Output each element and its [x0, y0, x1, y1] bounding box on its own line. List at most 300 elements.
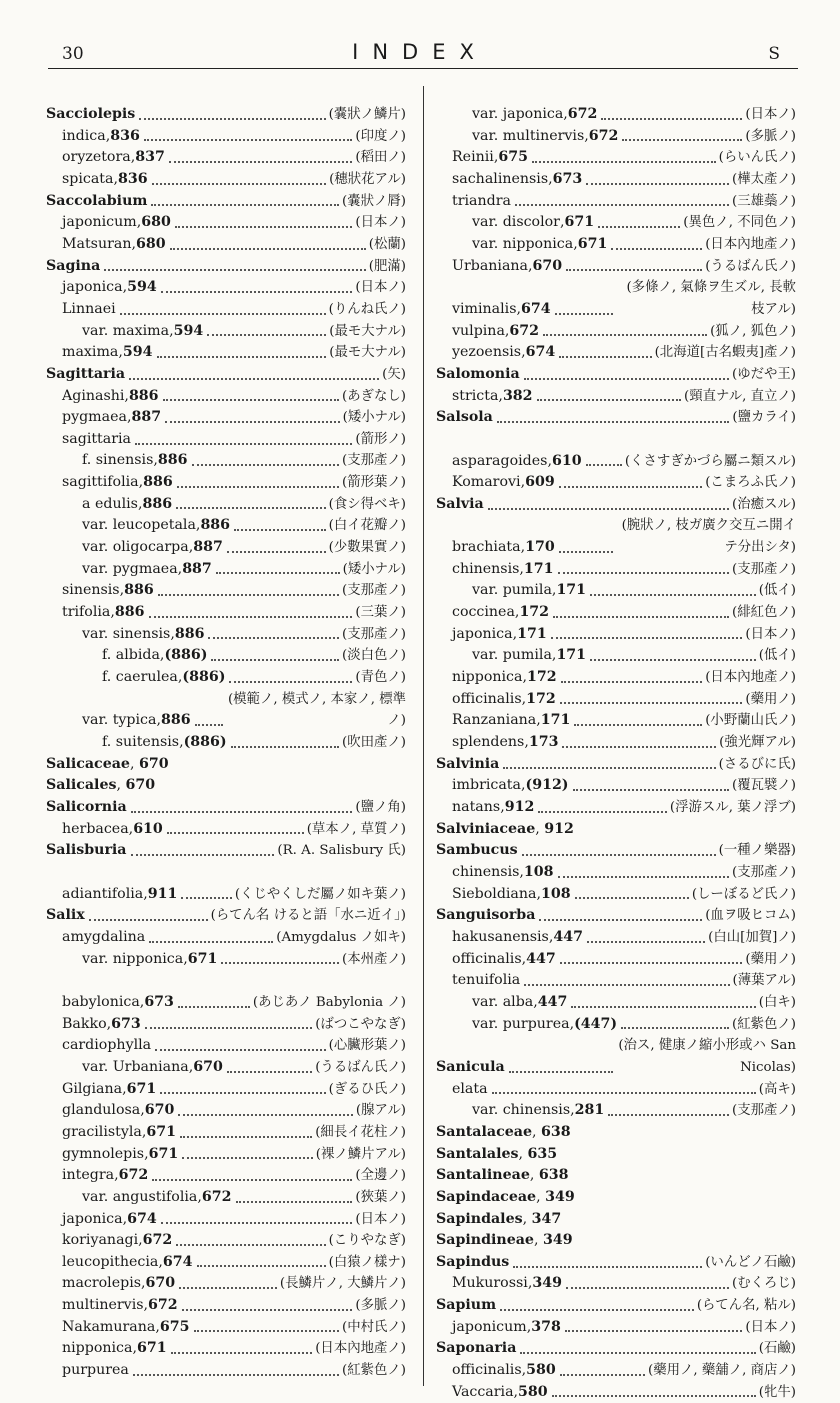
entry-meaning: (箭形ノ) [355, 431, 406, 447]
entry-page: 672 [567, 105, 598, 122]
entry-meaning: (小野蘭山氏ノ) [705, 713, 796, 729]
index-entry: Bakko , 673 (ばつこやなぎ) [46, 1014, 406, 1036]
entry-name: sagittifolia [62, 474, 139, 491]
entry-page: 836 [117, 170, 148, 187]
entry-page: 912 [544, 820, 574, 837]
entry-page: 672 [201, 1188, 232, 1205]
entry-name: Salicales [46, 777, 117, 794]
entry-name: macrolepis [62, 1275, 142, 1292]
page-header [0, 40, 840, 70]
entry-name: var. sinensis [82, 625, 171, 642]
entry-meaning: (吹田產ノ) [341, 735, 406, 751]
entry-meaning: (異色ノ, 不同色ノ) [683, 215, 796, 231]
entry-meaning: (支那產ノ) [731, 561, 796, 577]
entry-page: 886 [157, 452, 188, 469]
entry-name: Salvinia [436, 755, 500, 772]
index-entry: nipponica , 671 (日本內地產ノ) [46, 1338, 406, 1360]
entry-page: 580 [526, 1362, 556, 1379]
entry-meaning: (支那產ノ) [341, 626, 406, 642]
leader-dots [543, 334, 707, 336]
leader-dots [120, 313, 326, 315]
entry-meaning: (最モ大ナル) [329, 323, 406, 339]
entry-meaning: (低イ) [758, 648, 796, 664]
entry-meaning: (樺太產ノ) [731, 171, 796, 187]
entry-name: integra [62, 1167, 115, 1184]
entry-page: 638 [538, 1167, 569, 1184]
leader-dots [144, 139, 353, 141]
entry-name: Nakamurana [62, 1318, 156, 1335]
entry-page: 610 [551, 452, 582, 469]
entry-name: Salix [46, 907, 85, 924]
index-entry: babylonica , 673 (あじあノ Babylonia ノ) [46, 970, 406, 1013]
entry-meaning: (うるばん氏ノ) [315, 1059, 406, 1075]
entry-meaning: (いんどノ石鹼) [705, 1254, 796, 1270]
entry-meaning: (血ヲ吸ヒコム) [705, 908, 796, 924]
index-entry: gracilistyla , 671 (細長イ花柱ノ) [46, 1122, 406, 1144]
leader-dots [155, 1049, 325, 1051]
entry-meaning: (鹽ノ角) [355, 800, 406, 815]
entry-page: 886 [143, 474, 173, 491]
entry-name: Saponaria [436, 1340, 517, 1357]
entry-name: cardiophylla [62, 1037, 152, 1054]
entry-name: tenuifolia [452, 972, 521, 989]
entry-meaning: (日本ノ) [355, 1211, 406, 1227]
entry-page: 670 [193, 1058, 223, 1075]
entry-meaning: (全邊ノ) [355, 1168, 406, 1184]
entry-name: Sanguisorba [436, 907, 536, 924]
index-entry: japonicum , 378 (日本ノ) [436, 1317, 796, 1339]
entry-name: Sambucus [436, 842, 518, 859]
index-entry: integra , 672 (全邊ノ) [46, 1165, 406, 1187]
entry-meaning: (模範ノ, 模式ノ, 本家ノ, 標準ノ) [227, 691, 406, 729]
index-heading: Salviniaceae , 912 [436, 819, 796, 841]
entry-meaning: (多脈ノ) [745, 128, 796, 144]
entry-name: glandulosa [62, 1102, 141, 1119]
leader-dots [211, 659, 339, 661]
entry-page: 594 [122, 344, 153, 361]
index-entry [436, 191, 796, 213]
entry-meaning: (むくろじ) [731, 1276, 796, 1292]
entry-page: 447 [526, 950, 556, 967]
entry-name: yezoensis [452, 344, 522, 361]
index-entry: multinervis , 672 (多脈ノ) [46, 1295, 406, 1317]
leader-dots [216, 572, 340, 574]
index-heading: Sapindaceae , 349 [436, 1187, 796, 1209]
index-entry: glandulosa , 670 (腺アル) [46, 1100, 406, 1122]
entry-meaning: (箭形葉ノ) [341, 475, 406, 491]
leader-dots [598, 226, 680, 228]
leader-dots [497, 421, 730, 423]
entry-meaning: (青色ノ) [355, 670, 406, 686]
index-entry: splendens , 173 (強光輝アル) [436, 732, 796, 754]
index-entry [46, 1360, 406, 1382]
index-entry: var. sinensis , 886 (支那產ノ) [46, 624, 406, 646]
entry-name: Urbaniana [452, 257, 529, 274]
index-entry: var. pumila , 171 (低イ) [436, 580, 796, 602]
entry-name: multinervis [62, 1297, 144, 1314]
entry-name: var. pumila [472, 647, 552, 664]
entry-meaning: (印度ノ) [355, 128, 406, 144]
leader-dots [571, 1006, 755, 1008]
leader-dots [566, 269, 702, 271]
entry-page: 281 [574, 1102, 605, 1119]
index-entry: var. purpurea , (447) (紅紫色ノ) [436, 1014, 796, 1036]
entry-meaning: (三葉ノ) [355, 605, 406, 621]
entry-page: 886 [114, 604, 145, 621]
entry-meaning: (裸ノ鱗片アル) [315, 1146, 406, 1162]
leader-dots [170, 248, 366, 250]
index-heading [46, 104, 406, 126]
entry-page: 349 [532, 1275, 562, 1292]
entry-name: chinensis [452, 560, 520, 577]
entry-name: f. sinensis [82, 452, 154, 469]
entry-page: 671 [148, 1145, 179, 1162]
index-entry: koriyanagi , 672 (こりやなぎ) [46, 1230, 406, 1252]
index-entry: f. albida , (886) (淡白色ノ) [46, 645, 406, 667]
entry-page: 670 [138, 755, 169, 772]
entry-meaning: (最モ大ナル) [329, 345, 406, 361]
entry-meaning: (藥用ノ, 藥舖ノ, 商店ノ) [648, 1363, 796, 1379]
leader-dots [492, 1092, 756, 1094]
leader-dots [559, 356, 651, 358]
leader-dots [131, 854, 275, 856]
entry-meaning: (ゆだや王) [731, 366, 796, 382]
entry-page: 382 [502, 387, 533, 404]
index-entry: viminalis , 674 (多條ノ, 氣條ヲ生ズル, 長軟枝アル) [436, 277, 796, 320]
leader-dots [537, 399, 681, 401]
entry-page: 171 [517, 625, 547, 642]
entry-meaning: (腕狀ノ, 枝ガ廣ク交互ニ開イテ分出シタ) [621, 518, 796, 556]
leader-dots [622, 139, 742, 141]
entry-page: 172 [526, 690, 556, 707]
leader-dots [176, 1244, 325, 1246]
column-divider [423, 86, 424, 1386]
index-entry: brachiata , 170 (腕狀ノ, 枝ガ廣ク交互ニ開イテ分出シタ) [436, 516, 796, 559]
index-entry: var. angustifolia , 672 (狹葉ノ) [46, 1187, 406, 1209]
entry-meaning: (稻田ノ) [355, 150, 406, 166]
leader-dots [565, 1330, 743, 1332]
entry-name: japonicum [62, 214, 137, 231]
index-entry: f. sinensis , 886 (支那產ノ) [46, 451, 406, 473]
leader-dots [176, 507, 326, 509]
entry-page: 886 [160, 712, 191, 729]
index-entry: Vaccaria , 580 (牝牛) [436, 1382, 796, 1403]
entry-name: Sacciolepis [46, 105, 136, 122]
entry-meaning: (少數果實ノ) [328, 540, 406, 556]
leader-dots [574, 724, 702, 726]
index-entry: herbacea , 610 (草本ノ, 草質ノ) [46, 819, 406, 841]
entry-page: 670 [125, 777, 156, 794]
leader-dots [149, 941, 273, 943]
entry-name: leucopithecia [62, 1253, 159, 1270]
entry-meaning: (こまろふ氏ノ) [705, 475, 796, 491]
entry-name: officinalis [452, 1362, 522, 1379]
entry-meaning: (矢) [382, 366, 406, 382]
entry-name: var. maxima [82, 322, 170, 339]
entry-meaning: (こりやなぎ) [328, 1233, 406, 1249]
index-entry: japonica , 594 (日本ノ) [46, 277, 406, 299]
index-entry [436, 970, 796, 992]
entry-name: var. pumila [472, 582, 552, 599]
index-heading [436, 754, 796, 776]
leader-dots [163, 399, 339, 401]
entry-page: 671 [577, 235, 608, 252]
entry-page: 672 [148, 1297, 178, 1314]
leader-dots [621, 1027, 729, 1029]
entry-page: 171 [540, 712, 571, 729]
entry-page: (886) [164, 647, 208, 664]
index-entry: var. maxima , 594 (最モ大ナル) [46, 321, 406, 343]
index-entry: sagittifolia , 886 (箭形葉ノ) [46, 472, 406, 494]
index-heading: Sapindales , 347 [436, 1209, 796, 1231]
entry-meaning: (治ス, 健康ノ縮小形或ハ San Nicolas) [618, 1038, 796, 1075]
entry-name: var. nipponica [472, 235, 574, 252]
entry-page: 886 [200, 517, 231, 534]
leader-dots [145, 1027, 312, 1029]
entry-name: elata [452, 1080, 488, 1097]
index-heading: Sapindineae , 349 [436, 1230, 796, 1252]
leader-dots [608, 1114, 729, 1116]
leader-dots [560, 962, 743, 964]
leader-dots [195, 724, 223, 726]
index-entry: pygmaea , 887 (矮小ナル) [46, 407, 406, 429]
entry-meaning: (くさすぎかづら屬ニ類スル) [624, 453, 796, 469]
entry-name: gymnolepis [62, 1145, 145, 1162]
entry-meaning: (あじあノ Babylonia ノ) [252, 994, 406, 1010]
entry-page: 171 [523, 560, 554, 577]
entry-name: Aginashi [62, 387, 125, 404]
index-entry: imbricata , (912) (覆瓦襞ノ) [436, 775, 796, 797]
index-entry: var. chinensis , 281 (支那產ノ) [436, 1100, 796, 1122]
entry-name: sinensis [62, 582, 120, 599]
entry-name: var. purpurea [472, 1015, 570, 1032]
entry-page: 673 [552, 170, 583, 187]
index-heading [436, 494, 796, 516]
index-entry: maxima , 594 (最モ大ナル) [46, 342, 406, 364]
entry-page: 671 [136, 1340, 167, 1357]
leader-dots [559, 551, 613, 553]
entry-name: Linnaei [62, 300, 116, 317]
leader-dots [180, 1136, 312, 1138]
leader-dots [175, 226, 353, 228]
index-entry: var. typica , 886 (模範ノ, 模式ノ, 本家ノ, 標準ノ) [46, 689, 406, 732]
leader-dots [151, 204, 339, 206]
leader-dots [194, 1330, 339, 1332]
index-entry: chinensis , 108 (支那產ノ) [436, 862, 796, 884]
entry-meaning: (Amygdalus ノ如キ) [276, 929, 406, 945]
entry-meaning: (ばつこやなぎ) [315, 1016, 406, 1032]
index-entry: var. multinervis , 672 (多脈ノ) [436, 126, 796, 148]
entry-page: 680 [136, 235, 166, 252]
index-entry: Ranzaniana , 171 (小野蘭山氏ノ) [436, 710, 796, 732]
entry-meaning: (日本ノ) [745, 626, 796, 642]
leader-dots [601, 118, 742, 120]
entry-page: 610 [133, 820, 163, 837]
entry-name: Sapium [436, 1297, 497, 1314]
entry-name: Sapindaceae [436, 1188, 537, 1205]
entry-page: 378 [531, 1318, 561, 1335]
leader-dots [586, 183, 729, 185]
index-entry: var. alba , 447 (白キ) [436, 992, 796, 1014]
entry-meaning: (強光輝アル) [719, 735, 796, 751]
entry-meaning: (日本內地產ノ) [705, 236, 796, 252]
entry-meaning: (うるばん氏ノ) [705, 258, 796, 274]
leader-dots [158, 594, 339, 596]
entry-meaning: (一種ノ樂器) [718, 843, 796, 859]
entry-page: 886 [124, 582, 154, 599]
entry-page: 108 [523, 864, 554, 880]
index-heading [436, 840, 796, 862]
leader-dots [178, 1114, 353, 1116]
index-heading [436, 407, 796, 429]
entry-name: hakusanensis [452, 928, 549, 945]
leader-dots [575, 897, 689, 899]
leader-dots [552, 1395, 756, 1397]
leader-dots [500, 1309, 694, 1311]
entry-name: officinalis [452, 690, 522, 707]
entry-page: 349 [542, 1232, 573, 1249]
leader-dots [192, 464, 339, 466]
index-entry: sachalinensis , 673 (樺太產ノ) [436, 169, 796, 191]
index-heading [436, 1252, 796, 1274]
leader-dots [133, 1374, 339, 1376]
index-entry: vulpina , 672 (狐ノ, 狐色ノ) [436, 321, 796, 343]
entry-page: 680 [141, 214, 171, 231]
entry-meaning: (狹葉ノ) [355, 1189, 406, 1205]
leader-dots [221, 962, 339, 964]
leader-dots [135, 443, 352, 445]
entry-name: Komarovi [452, 474, 521, 491]
entry-meaning: (嚢狀ノ脣) [341, 193, 406, 209]
index-heading [46, 256, 406, 278]
entry-name: f. albida [102, 647, 160, 664]
entry-page: 911 [147, 885, 178, 902]
entry-meaning: (中村氏ノ) [341, 1319, 406, 1335]
entry-name: japonica [62, 1210, 123, 1227]
entry-meaning: (日本ノ) [355, 280, 406, 296]
entry-meaning: (腺アル) [355, 1103, 406, 1119]
index-entry: hakusanensis , 447 (白山[加賀]ノ) [436, 927, 796, 949]
leader-dots [182, 1309, 353, 1311]
entry-page: 349 [545, 1188, 575, 1205]
page-title: INDEX [352, 40, 488, 64]
entry-page: 886 [128, 387, 159, 404]
entry-meaning: (紅紫色ノ) [731, 1016, 796, 1032]
leader-dots [539, 919, 702, 921]
entry-name: sachalinensis [452, 170, 549, 187]
entry-name: babylonica [62, 993, 140, 1010]
leader-dots [558, 876, 729, 878]
entry-name: chinensis [452, 864, 520, 880]
leader-dots [169, 161, 353, 163]
index-entry [46, 299, 406, 321]
index-heading [436, 905, 796, 927]
index-entry: Matsuran , 680 (松蘭) [46, 234, 406, 256]
entry-name: f. caerulea [102, 669, 178, 686]
page-number: 30 [62, 44, 84, 64]
entry-page: 674 [162, 1253, 193, 1270]
entry-page: 172 [519, 604, 550, 621]
entry-name: Vaccaria [452, 1383, 514, 1400]
entry-name: herbacea [62, 820, 129, 837]
entry-name: Gilgiana [62, 1080, 123, 1097]
index-entry: Reinii , 675 (らいん氏ノ) [436, 147, 796, 169]
entry-page: 887 [182, 560, 212, 577]
entry-meaning: (浮游スル, 葉ノ浮ブ) [669, 800, 796, 816]
entry-page: 671 [564, 214, 595, 231]
leader-dots [560, 1374, 645, 1376]
entry-name: a edulis [82, 495, 138, 512]
leader-dots [586, 464, 622, 466]
index-entry: trifolia , 886 (三葉ノ) [46, 602, 406, 624]
index-entry: var. Urbaniana , 670 (うるばん氏ノ) [46, 1057, 406, 1079]
index-entry: indica , 836 (印度ノ) [46, 126, 406, 148]
leader-dots [161, 1222, 353, 1224]
index-entry: japonica , 171 (日本ノ) [436, 624, 796, 646]
entry-name: var. angustifolia [82, 1188, 198, 1205]
entry-name: var. leucopetala [82, 517, 196, 534]
index-entry: Sieboldiana , 108 (しーぼるど氏ノ) [436, 884, 796, 906]
entry-meaning: (多脈ノ) [355, 1298, 406, 1314]
index-entry: japonica , 674 (日本ノ) [46, 1209, 406, 1231]
entry-meaning: (牝牛) [758, 1384, 796, 1400]
entry-meaning: (草本ノ, 草質ノ) [306, 821, 406, 837]
entry-name: var. discolor [472, 214, 560, 231]
leader-dots [178, 1006, 250, 1008]
entry-name: Bakko [62, 1015, 107, 1032]
index-heading [46, 905, 406, 927]
left-column [46, 104, 406, 1382]
entry-page: 674 [127, 1210, 157, 1227]
index-entry: macrolepis , 670 (長鱗片ノ, 大鱗片ノ) [46, 1273, 406, 1295]
index-entry: yezoensis , 674 (北海道[古名蝦夷]產ノ) [436, 342, 796, 364]
entry-name: amygdalina [62, 928, 146, 945]
entry-meaning: (松蘭) [368, 236, 406, 252]
entry-name: pygmaea [62, 409, 127, 426]
leader-dots [590, 659, 756, 661]
entry-meaning: (藥用ノ) [745, 951, 796, 967]
entry-name: spicata [62, 170, 114, 187]
entry-page: 671 [187, 950, 218, 967]
index-entry: stricta , 382 (頸直ナル, 直立ノ) [436, 386, 796, 408]
leader-dots [139, 118, 325, 120]
entry-meaning: (三雄蘂ノ) [731, 193, 796, 209]
entry-meaning: (らいん氏ノ) [718, 150, 796, 166]
index-heading: Santalineae , 638 [436, 1165, 796, 1187]
index-entry [46, 1035, 406, 1057]
leader-dots [573, 789, 729, 791]
entry-meaning: (らてん名, 粘ル) [696, 1298, 796, 1314]
entry-meaning: (細長イ花柱ノ) [315, 1124, 406, 1140]
leader-dots [524, 984, 729, 986]
leader-dots [520, 1352, 755, 1354]
entry-meaning: (くじやくしだ屬ノ如キ葉ノ) [234, 886, 406, 902]
entry-page: (886) [182, 669, 226, 686]
entry-meaning: (日本ノ) [745, 106, 796, 122]
index-entry [436, 1079, 796, 1101]
entry-page: 670 [144, 1102, 175, 1119]
section-letter: S [768, 44, 780, 64]
entry-meaning: (ぎるひ氏ノ) [328, 1081, 406, 1097]
index-entry [46, 927, 406, 949]
entry-page: 108 [541, 885, 571, 902]
leader-dots [513, 1266, 702, 1268]
entry-name: splendens [452, 734, 525, 751]
entry-name: var. japonica [472, 105, 564, 122]
index-entry: gymnolepis , 671 (裸ノ鱗片アル) [46, 1144, 406, 1166]
index-entry: var. pygmaea , 887 (矮小ナル) [46, 559, 406, 581]
leader-dots [566, 1287, 729, 1289]
